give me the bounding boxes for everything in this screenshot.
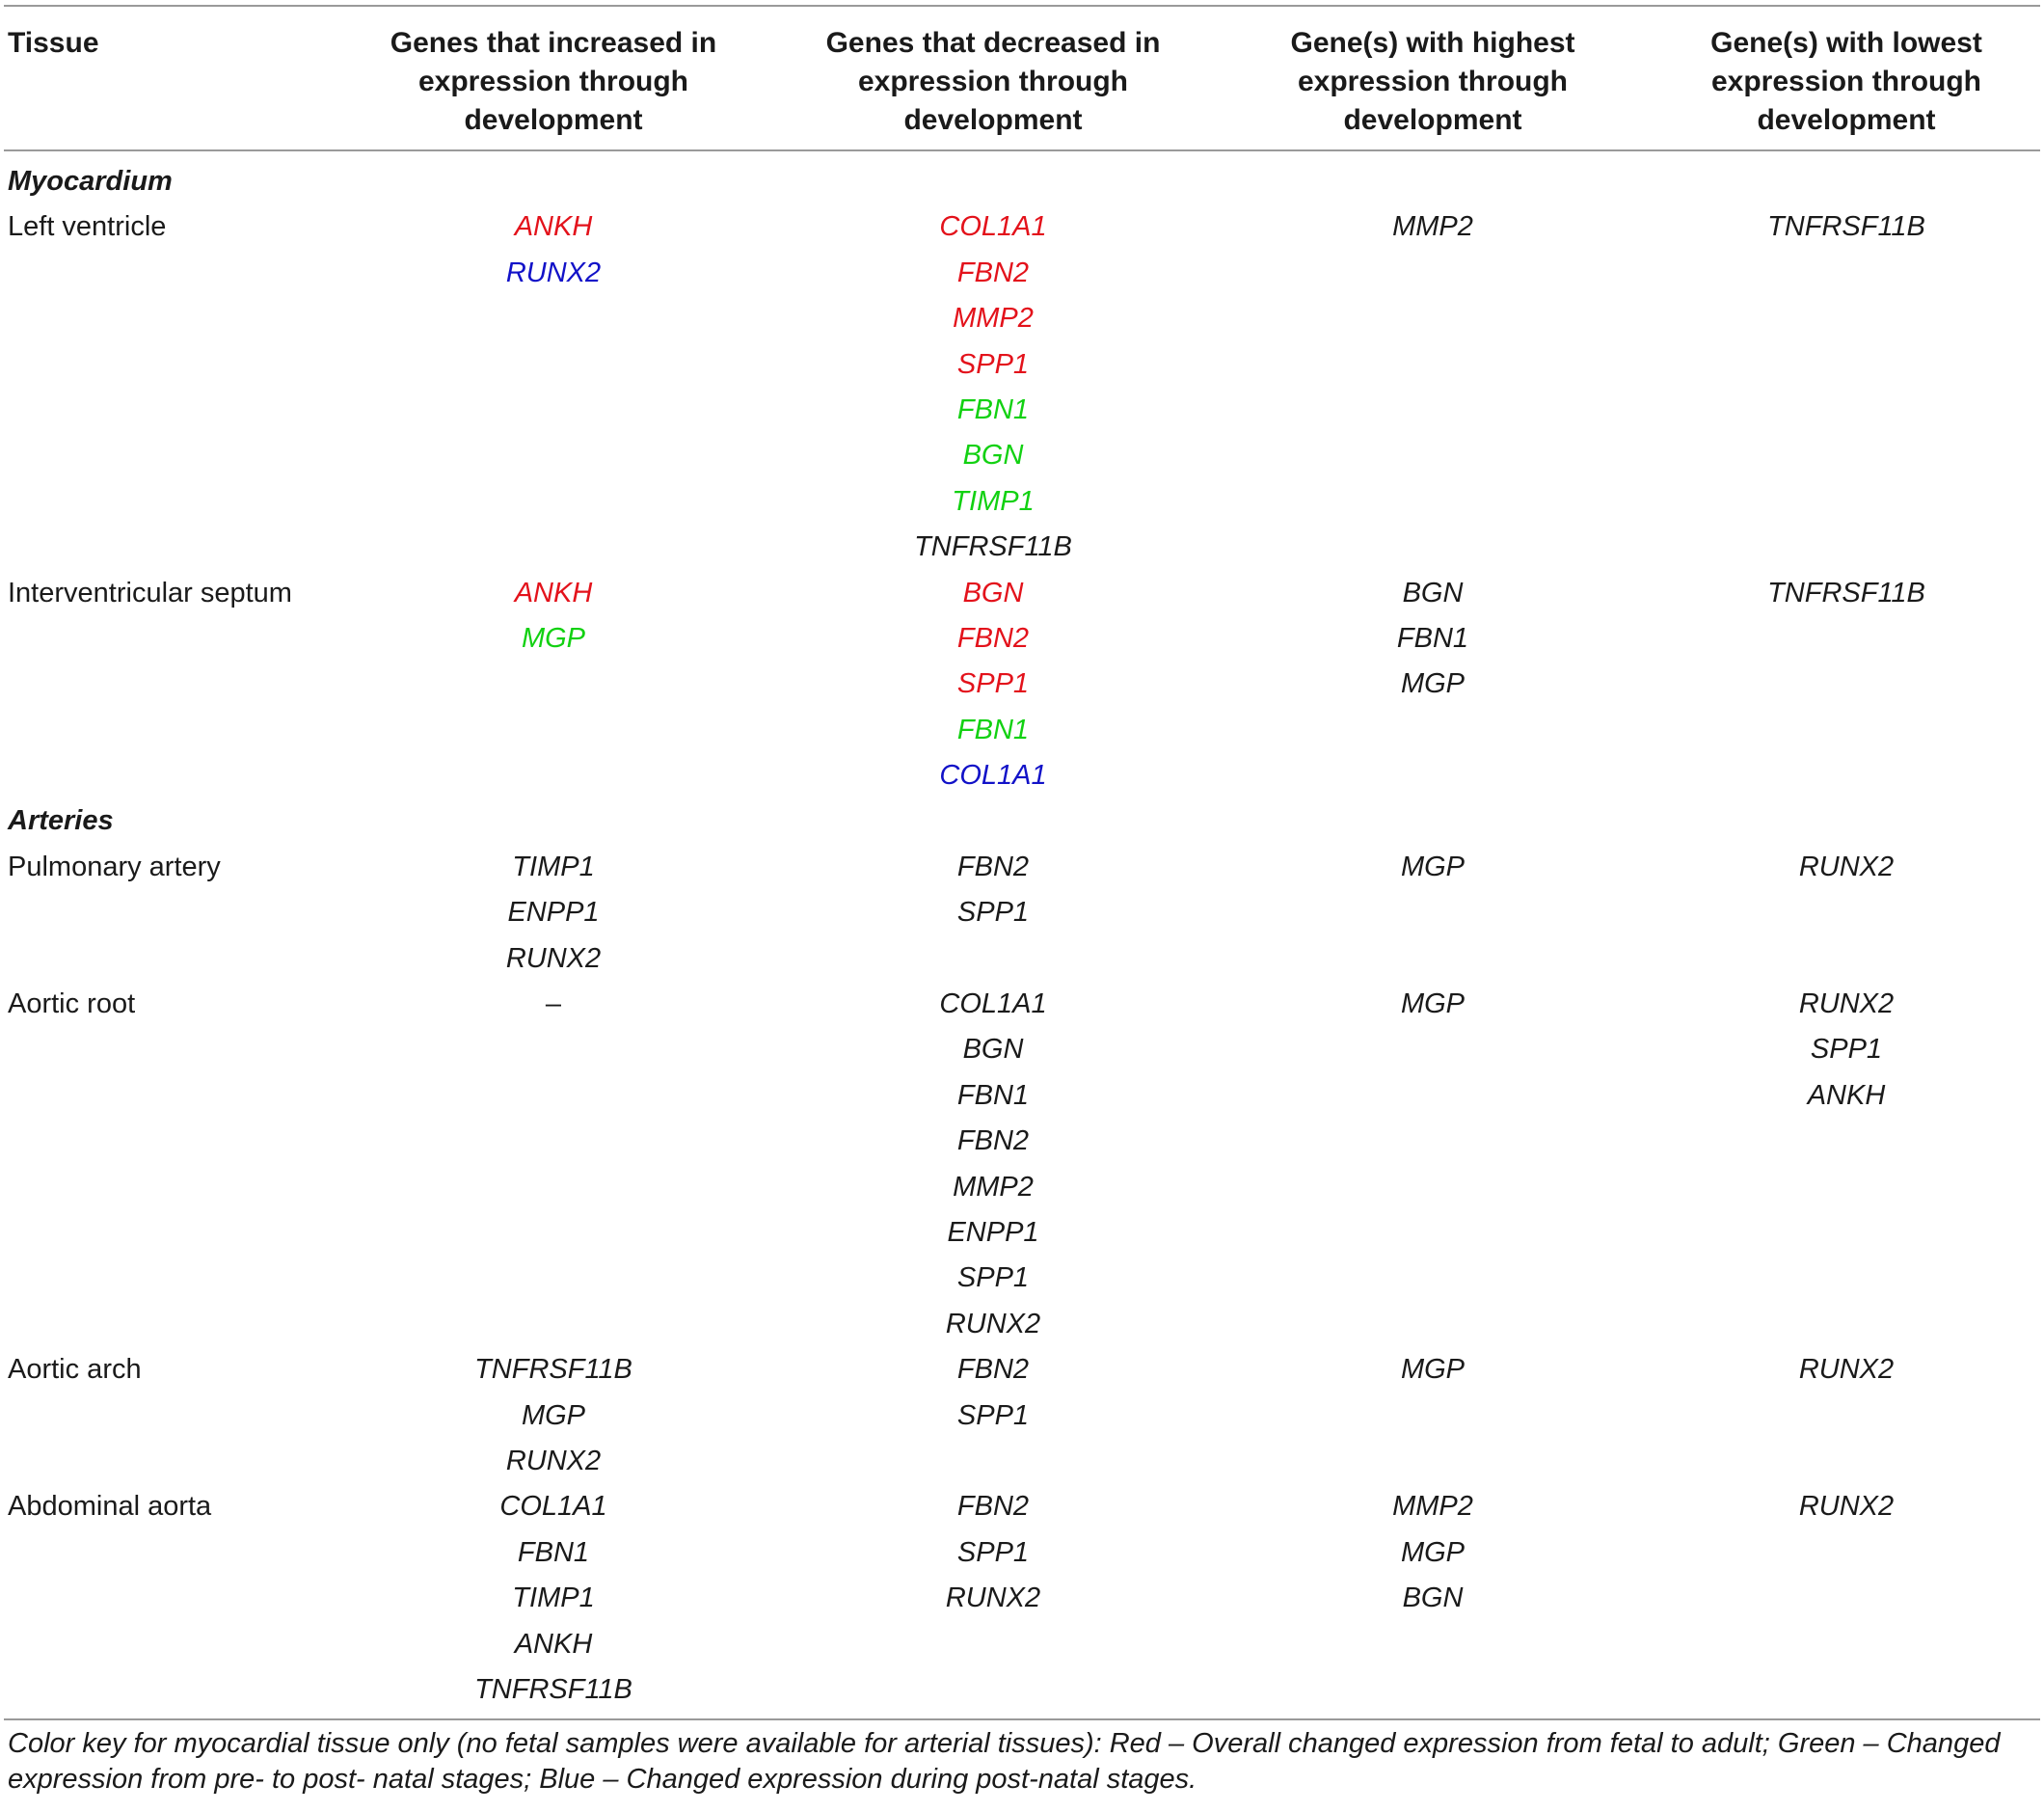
lowest-genes-cell — [1653, 1347, 2040, 1484]
gene-name: MGP — [1400, 851, 1466, 882]
highest-genes-cell — [1213, 571, 1653, 799]
gene-name: RUNX2 — [1798, 851, 1895, 882]
group-label: Arteries — [8, 805, 114, 837]
gene-name: FBN1 — [956, 714, 1030, 745]
gene-name: SPP1 — [956, 668, 1030, 700]
lowest-genes-cell — [1653, 204, 2040, 570]
tissue-cell: Aortic arch — [8, 1354, 142, 1386]
decreased-genes-cell — [773, 982, 1213, 1347]
gene-name: FBN2 — [956, 851, 1030, 882]
tissue-cell: Pulmonary artery — [8, 851, 221, 882]
gene-name: TNFRSF11B — [1767, 211, 1925, 243]
lowest-genes-cell — [1653, 571, 2040, 799]
tissue-cell: Aortic root — [8, 988, 136, 1020]
gene-name: RUNX2 — [1798, 1491, 1895, 1523]
gene-name: SPP1 — [956, 1262, 1030, 1294]
decreased-genes-cell — [773, 204, 1213, 570]
gene-name: – — [545, 988, 562, 1020]
table-header — [4, 7, 2040, 151]
increased-genes-cell — [334, 1347, 773, 1484]
gene-name: FBN2 — [956, 257, 1030, 288]
gene-name: SPP1 — [956, 897, 1030, 929]
gene-name: BGN — [1402, 1582, 1464, 1614]
gene-name: TNFRSF11B — [474, 1354, 632, 1386]
gene-name: COL1A1 — [499, 1491, 607, 1523]
gene-name: MGP — [1400, 668, 1466, 700]
group-row — [4, 798, 2040, 844]
gene-name: ENPP1 — [507, 897, 600, 929]
gene-name: MGP — [1400, 988, 1466, 1020]
increased-genes-cell — [334, 571, 773, 799]
tissue-cell: Abdominal aorta — [8, 1491, 212, 1523]
header-tissue: Tissue — [8, 27, 99, 59]
gene-name: BGN — [962, 440, 1024, 472]
table-row — [4, 982, 2040, 1347]
gene-name: FBN2 — [956, 1354, 1030, 1386]
table-body — [4, 151, 2040, 1713]
table-row — [4, 1484, 2040, 1713]
gene-name: MMP2 — [1392, 211, 1473, 243]
gene-name: RUNX2 — [1798, 1354, 1895, 1386]
gene-name: MGP — [1400, 1536, 1466, 1568]
header-increased: Genes that increased in expression through development — [390, 27, 717, 136]
gene-name: MGP — [521, 622, 586, 654]
highest-genes-cell — [1213, 204, 1653, 570]
highest-genes-cell — [1213, 982, 1653, 1347]
bottom-rule — [4, 1718, 2040, 1720]
table-row — [4, 204, 2040, 570]
gene-name: MGP — [521, 1399, 586, 1431]
gene-name: RUNX2 — [505, 257, 602, 288]
gene-name: FBN2 — [956, 1491, 1030, 1523]
gene-name: SPP1 — [956, 1399, 1030, 1431]
gene-name: RUNX2 — [945, 1308, 1041, 1339]
decreased-genes-cell — [773, 1484, 1213, 1713]
gene-name: RUNX2 — [505, 942, 602, 974]
table-row — [4, 1347, 2040, 1484]
decreased-genes-cell — [773, 1347, 1213, 1484]
highest-genes-cell — [1213, 845, 1653, 982]
gene-name: FBN1 — [517, 1536, 590, 1568]
tissue-cell: Interventricular septum — [8, 577, 292, 609]
gene-name: TIMP1 — [952, 485, 1035, 517]
gene-name: ANKH — [514, 1628, 593, 1660]
gene-name: TNFRSF11B — [914, 531, 1072, 563]
group-row — [4, 159, 2040, 204]
gene-name: COL1A1 — [939, 760, 1047, 792]
gene-name: MGP — [1400, 1354, 1466, 1386]
highest-genes-cell — [1213, 1347, 1653, 1484]
highest-genes-cell — [1213, 1484, 1653, 1713]
gene-name: TNFRSF11B — [1767, 577, 1925, 609]
group-label: Myocardium — [8, 166, 173, 197]
lowest-genes-cell — [1653, 982, 2040, 1347]
header-lowest: Gene(s) with lowest expression through development — [1710, 27, 1982, 136]
header-decreased: Genes that decreased in expression through development — [825, 27, 1161, 136]
increased-genes-cell — [334, 845, 773, 982]
lowest-genes-cell — [1653, 845, 2040, 982]
gene-name: COL1A1 — [939, 211, 1047, 243]
gene-expression-table — [4, 7, 2040, 1713]
gene-name: RUNX2 — [505, 1445, 602, 1476]
gene-name: BGN — [962, 577, 1024, 609]
increased-genes-cell — [334, 982, 773, 1347]
increased-genes-cell — [334, 204, 773, 570]
table-row — [4, 571, 2040, 799]
table-row — [4, 845, 2040, 982]
increased-genes-cell — [334, 1484, 773, 1713]
gene-name: COL1A1 — [939, 988, 1047, 1020]
gene-name: FBN1 — [956, 1079, 1030, 1111]
gene-name: BGN — [962, 1034, 1024, 1066]
gene-name: ANKH — [514, 211, 593, 243]
gene-name: TIMP1 — [512, 1582, 595, 1614]
decreased-genes-cell — [773, 845, 1213, 982]
gene-name: ENPP1 — [947, 1217, 1039, 1249]
gene-name: BGN — [1402, 577, 1464, 609]
gene-name: ANKH — [514, 577, 593, 609]
gene-name: MMP2 — [953, 1171, 1034, 1203]
lowest-genes-cell — [1653, 1484, 2040, 1713]
gene-name: FBN2 — [956, 622, 1030, 654]
header-highest: Gene(s) with highest expression through development — [1290, 27, 1575, 136]
gene-name: RUNX2 — [945, 1582, 1041, 1614]
gene-name: FBN1 — [1396, 622, 1469, 654]
gene-name: SPP1 — [956, 348, 1030, 380]
gene-name: FBN1 — [956, 393, 1030, 425]
gene-name: RUNX2 — [1798, 988, 1895, 1020]
gene-name: SPP1 — [1810, 1034, 1883, 1066]
tissue-cell: Left ventricle — [8, 211, 167, 243]
gene-name: ANKH — [1807, 1079, 1886, 1111]
table-container — [4, 5, 2040, 1798]
gene-name: SPP1 — [956, 1536, 1030, 1568]
decreased-genes-cell — [773, 571, 1213, 799]
gene-name: FBN2 — [956, 1125, 1030, 1157]
gene-name: TNFRSF11B — [474, 1673, 632, 1705]
gene-name: MMP2 — [1392, 1491, 1473, 1523]
gene-name: MMP2 — [953, 303, 1034, 335]
table-footnote: Color key for myocardial tissue only (no fetal samples were available for arterial tissues): Red – Overall changed expression from fetal to adult; Green – Changed expression from pre- to post- natal stages; Blue – Changed expression during post-natal stages. — [8, 1728, 2001, 1796]
gene-name: TIMP1 — [512, 851, 595, 882]
